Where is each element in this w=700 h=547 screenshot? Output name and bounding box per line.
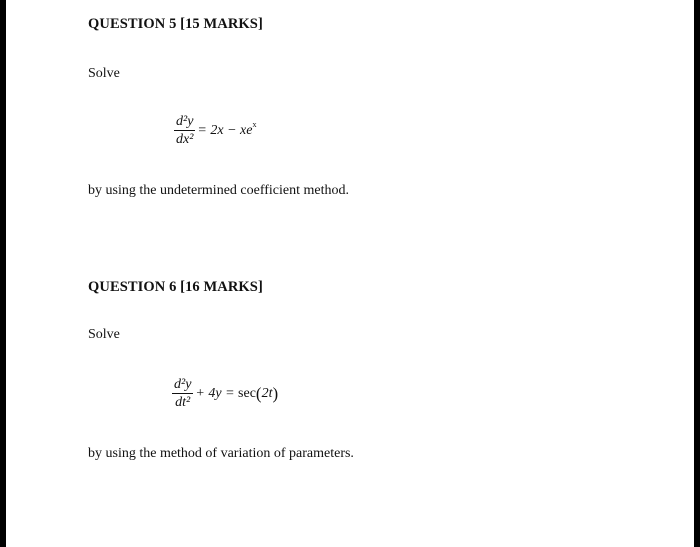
question-5-equation	[174, 114, 256, 147]
question-5-heading: QUESTION 5 [15 MARKS]	[88, 16, 263, 32]
question-6-close-paren: )	[272, 383, 279, 403]
question-5-numerator: d²y	[176, 114, 194, 129]
fraction-bar	[172, 393, 193, 394]
question-6-denominator: dt²	[175, 395, 191, 410]
question-5-rhs: = 2x − xe	[197, 122, 253, 138]
question-6-argument: 2t	[261, 385, 273, 401]
question-6-numerator: d²y	[174, 377, 192, 392]
question-6-rhs-part: + 4y =	[195, 385, 239, 401]
question-5-method: by using the undetermined coefficient method.	[88, 183, 350, 198]
question-5-instruction: Solve	[88, 66, 120, 81]
question-6-fraction	[172, 377, 193, 410]
question-6-open-paren: (	[255, 383, 262, 403]
question-5-denominator: dx²	[176, 132, 194, 147]
question-6-heading: QUESTION 6 [16 MARKS]	[88, 279, 263, 295]
fraction-bar	[174, 130, 195, 131]
question-6-method: by using the method of variation of parameters.	[88, 446, 354, 461]
question-6-sec: sec	[238, 385, 256, 401]
left-edge-border	[0, 0, 6, 547]
question-5-exponent: x	[252, 120, 257, 129]
question-5-fraction	[174, 114, 195, 147]
right-edge-border	[694, 0, 700, 547]
question-6-equation	[172, 377, 278, 410]
question-6-instruction: Solve	[88, 327, 120, 342]
